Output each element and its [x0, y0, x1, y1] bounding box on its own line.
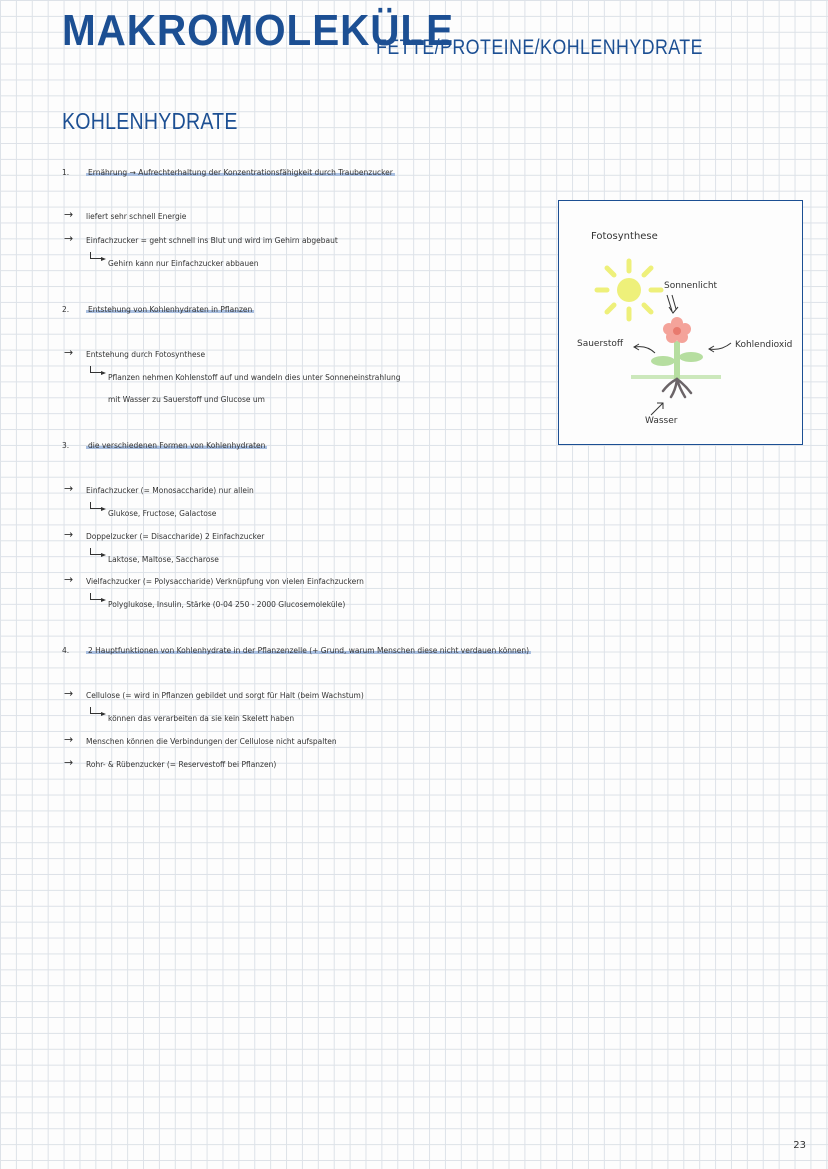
- page-title: MAKROMOLEKÜLE: [62, 6, 455, 55]
- label-co2: Kohlendioxid: [735, 340, 793, 350]
- label-sunlight: Sonnenlicht: [664, 281, 718, 291]
- note-line: liefert sehr schnell Energie: [86, 212, 187, 221]
- point-heading: [86, 441, 267, 451]
- note-line: Pflanzen nehmen Kohlenstoff auf und wandeln dies unter Sonneneinstrahlung: [108, 373, 401, 382]
- sub-arrow-icon: [90, 502, 101, 509]
- note-line: mit Wasser zu Sauerstoff und Glucose um: [108, 395, 265, 404]
- water-arrow-icon: [651, 403, 663, 415]
- label-oxygen: Sauerstoff: [577, 339, 624, 349]
- sub-arrow-icon: [90, 548, 101, 555]
- oxygen-arrow-icon: [634, 344, 655, 353]
- point-number: 4.: [62, 646, 70, 655]
- flower-icon: [663, 317, 691, 343]
- arrow-icon: →: [64, 232, 74, 245]
- arrow-icon: →: [64, 687, 74, 700]
- point-heading-text: Entstehung von Kohlenhydraten in Pflanzen: [88, 305, 253, 314]
- note-line: Menschen können die Verbindungen der Cellulose nicht aufspalten: [86, 737, 337, 746]
- arrow-icon: →: [64, 756, 74, 769]
- diagram-title: Fotosynthese: [591, 231, 658, 242]
- section-title: KOHLENHYDRATE: [62, 108, 238, 134]
- roots-icon: [663, 379, 691, 397]
- note-line: können das verarbeiten da sie kein Skelett haben: [108, 714, 295, 723]
- note-line: Glukose, Fructose, Galactose: [108, 509, 217, 518]
- sunlight-arrow-icon: [667, 295, 678, 313]
- point-number: 2.: [62, 305, 70, 314]
- arrow-icon: →: [64, 208, 74, 221]
- label-water: Wasser: [645, 416, 678, 426]
- point-heading-text: Ernährung → Aufrechterhaltung der Konzentrationsfähigkeit durch Traubenzucker: [88, 168, 393, 177]
- sun-icon: [597, 261, 661, 319]
- sub-arrow-icon: [90, 252, 101, 259]
- arrow-icon: →: [64, 528, 74, 541]
- co2-arrow-icon: [709, 343, 731, 352]
- note-line: Einfachzucker (= Monosaccharide) nur allein: [86, 486, 254, 495]
- diagram-illustration: [559, 201, 802, 444]
- note-line: Entstehung durch Fotosynthese: [86, 350, 206, 359]
- page-number: 23: [793, 1140, 806, 1151]
- point-heading-text: die verschiedenen Formen von Kohlenhydraten: [88, 441, 266, 450]
- note-line: Doppelzucker (= Disaccharide) 2 Einfachzucker: [86, 532, 265, 541]
- sub-arrow-icon: [90, 366, 101, 373]
- note-line: Vielfachzucker (= Polysaccharide) Verknüpfung von vielen Einfachzuckern: [86, 577, 364, 586]
- arrow-icon: →: [64, 346, 74, 359]
- note-line: Gehirn kann nur Einfachzucker abbauen: [108, 259, 259, 268]
- note-line: Cellulose (= wird in Pflanzen gebildet und sorgt für Halt (beim Wachstum): [86, 691, 364, 700]
- note-line: Laktose, Maltose, Saccharose: [108, 555, 219, 564]
- point-heading-text: 2 Hauptfunktionen von Kohlenhydrate in der Pflanzenzelle (+ Grund, warum Menschen diese nicht verdauen können): [88, 646, 530, 655]
- point-heading: [86, 168, 395, 178]
- point-heading: [86, 646, 531, 656]
- arrow-icon: →: [64, 482, 74, 495]
- arrow-icon: →: [64, 573, 74, 586]
- note-line: Rohr- & Rübenzucker (= Reservestoff bei Pflanzen): [86, 760, 277, 769]
- sub-arrow-icon: [90, 593, 101, 600]
- note-line: Einfachzucker = geht schnell ins Blut und wird im Gehirn abgebaut: [86, 236, 338, 245]
- point-number: 3.: [62, 441, 70, 450]
- arrow-icon: →: [64, 733, 74, 746]
- photosynthesis-diagram: [558, 200, 803, 445]
- point-number: 1.: [62, 168, 70, 177]
- page-subtitle: FETTE/PROTEINE/KOHLENHYDRATE: [376, 36, 703, 59]
- point-heading: [86, 305, 254, 315]
- note-line: Polyglukose, Insulin, Stärke (0-04 250 - 2000 Glucosemoleküle): [108, 600, 346, 609]
- sub-arrow-icon: [90, 707, 101, 714]
